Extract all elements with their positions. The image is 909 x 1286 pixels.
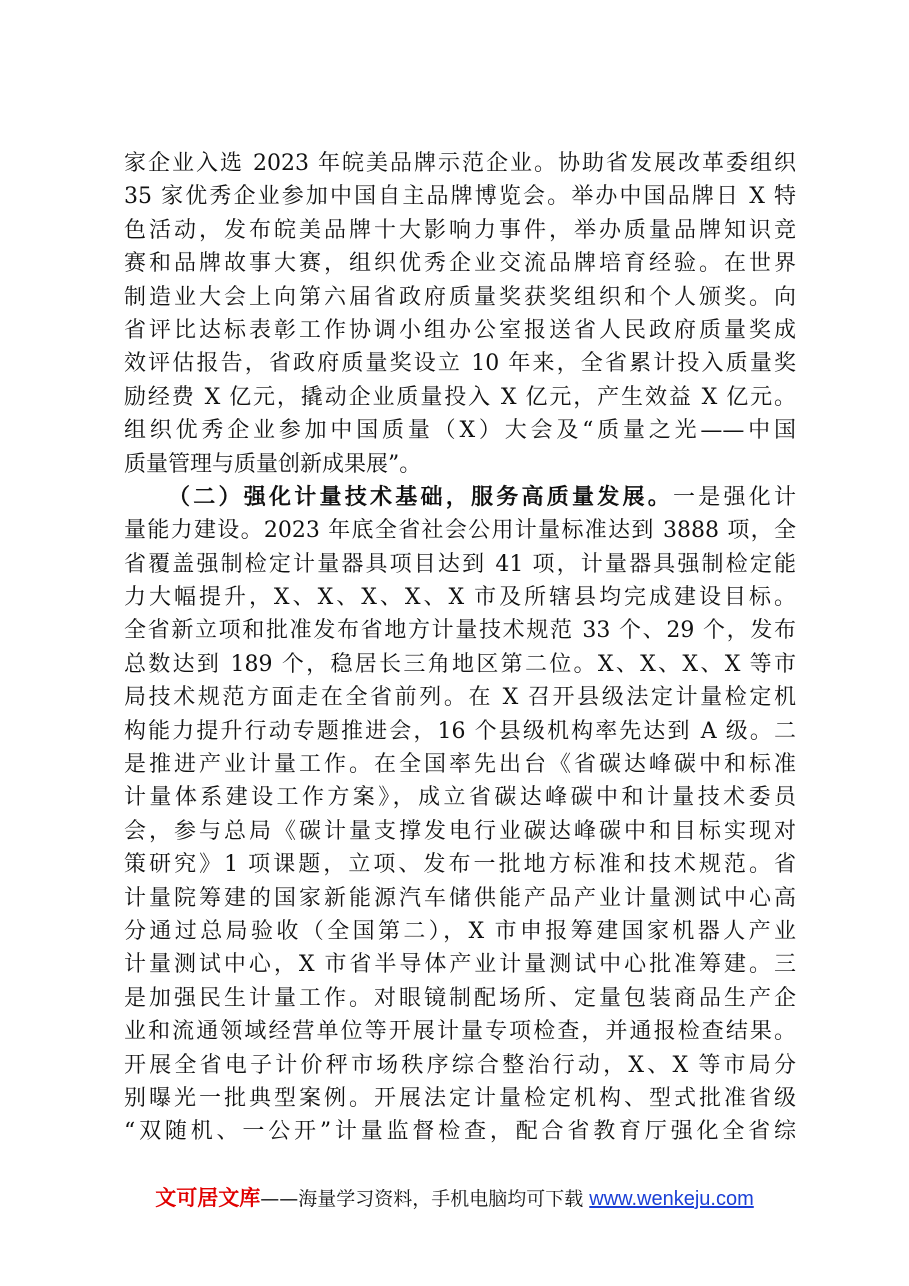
paragraph-text: 一是强化计: [672, 484, 796, 510]
paragraph-line: 是推进产业计量工作。在全国率先出台《省碳达峰碳中和标准: [124, 752, 796, 778]
website-link[interactable]: www.wenkeju.com: [589, 1188, 754, 1210]
paragraph-line: 量能力建设。2023 年底全省社会公用计量标准达到 3888 项，全: [124, 518, 796, 544]
paragraph-line: 省评比达标表彰工作协调小组办公室报送省人民政府质量奖成: [124, 317, 796, 343]
paragraph-line: 是加强民生计量工作。对眼镜制配场所、定量包装商品生产企: [124, 985, 796, 1011]
paragraph-line: 35 家优秀企业参加中国自主品牌博览会。举办中国品牌日 X 特: [124, 184, 796, 210]
paragraph-line: 家企业入选 2023 年皖美品牌示范企业。协助省发展改革委组织: [124, 151, 796, 176]
footer-banner: [0, 1182, 909, 1212]
paragraph-line: 计量测试中心，X 市省半导体产业计量测试中心批准筹建。三: [124, 952, 796, 978]
brand-name: 文可居文库: [155, 1186, 261, 1210]
section-heading-line: [124, 481, 796, 514]
footer-tagline: ——海量学习资料，手机电脑均可下载: [260, 1188, 584, 1210]
paragraph-line: 质量管理与质量创新成果展”。: [124, 451, 422, 477]
paragraph-line: 构能力提升行动专题推进会，16 个县级机构率先达到 A 级。二: [124, 718, 796, 744]
paragraph-line: 色活动，发布皖美品牌十大影响力事件，举办质量品牌知识竞: [124, 217, 796, 243]
paragraph-line: 总数达到 189 个，稳居长三角地区第二位。X、X、X、X 等市: [124, 651, 796, 677]
paragraph-line: 计量院筹建的国家新能源汽车储供能产品产业计量测试中心高: [124, 885, 796, 911]
body-text: [124, 147, 796, 1149]
paragraph-line: 别曝光一批典型案例。开展法定计量检定机构、型式批准省级: [124, 1085, 796, 1111]
paragraph-line: 开展全省电子计价秤市场秩序综合整治行动，X、X 等市局分: [124, 1052, 796, 1078]
paragraph-line: 分通过总局验收（全国第二），X 市申报筹建国家机器人产业: [124, 918, 796, 944]
paragraph-line: 策研究》1 项课题，立项、发布一批地方标准和技术规范。省: [124, 852, 796, 878]
paragraph-line: 省覆盖强制检定计量器具项目达到 41 项，计量器具强制检定能: [124, 551, 796, 577]
paragraph-line: 制造业大会上向第六届省政府质量奖获奖组织和个人颁奖。向: [124, 284, 796, 310]
paragraph-line: 赛和品牌故事大赛，组织优秀企业交流品牌培育经验。在世界: [124, 251, 796, 277]
section-heading: （二）强化计量技术基础，服务高质量发展。: [168, 483, 673, 510]
paragraph-line: 力大幅提升，X、X、X、X、X 市及所辖县均完成建设目标。: [124, 585, 796, 611]
paragraph-line: 效评估报告，省政府质量奖设立 10 年来，全省累计投入质量奖: [124, 351, 796, 377]
paragraph-line: 业和流通领域经营单位等开展计量专项检查，并通报检查结果。: [124, 1019, 796, 1045]
paragraph-line: 组织优秀企业参加中国质量（X）大会及“质量之光——中国: [124, 418, 796, 444]
paragraph-line: 计量体系建设工作方案》，成立省碳达峰碳中和计量技术委员: [124, 785, 796, 811]
paragraph-line: 全省新立项和批准发布省地方计量技术规范 33 个、29 个，发布: [124, 618, 796, 644]
paragraph-line: 局技术规范方面走在全省前列。在 X 召开县级法定计量检定机: [124, 685, 796, 711]
paragraph-line: 会，参与总局《碳计量支撑发电行业碳达峰碳中和目标实现对: [124, 818, 796, 844]
paragraph-line: 励经费 X 亿元，撬动企业质量投入 X 亿元，产生效益 X 亿元。: [124, 384, 796, 410]
paragraph-line: “双随机、一公开”计量监督检查，配合省教育厅强化全省综: [124, 1119, 796, 1145]
